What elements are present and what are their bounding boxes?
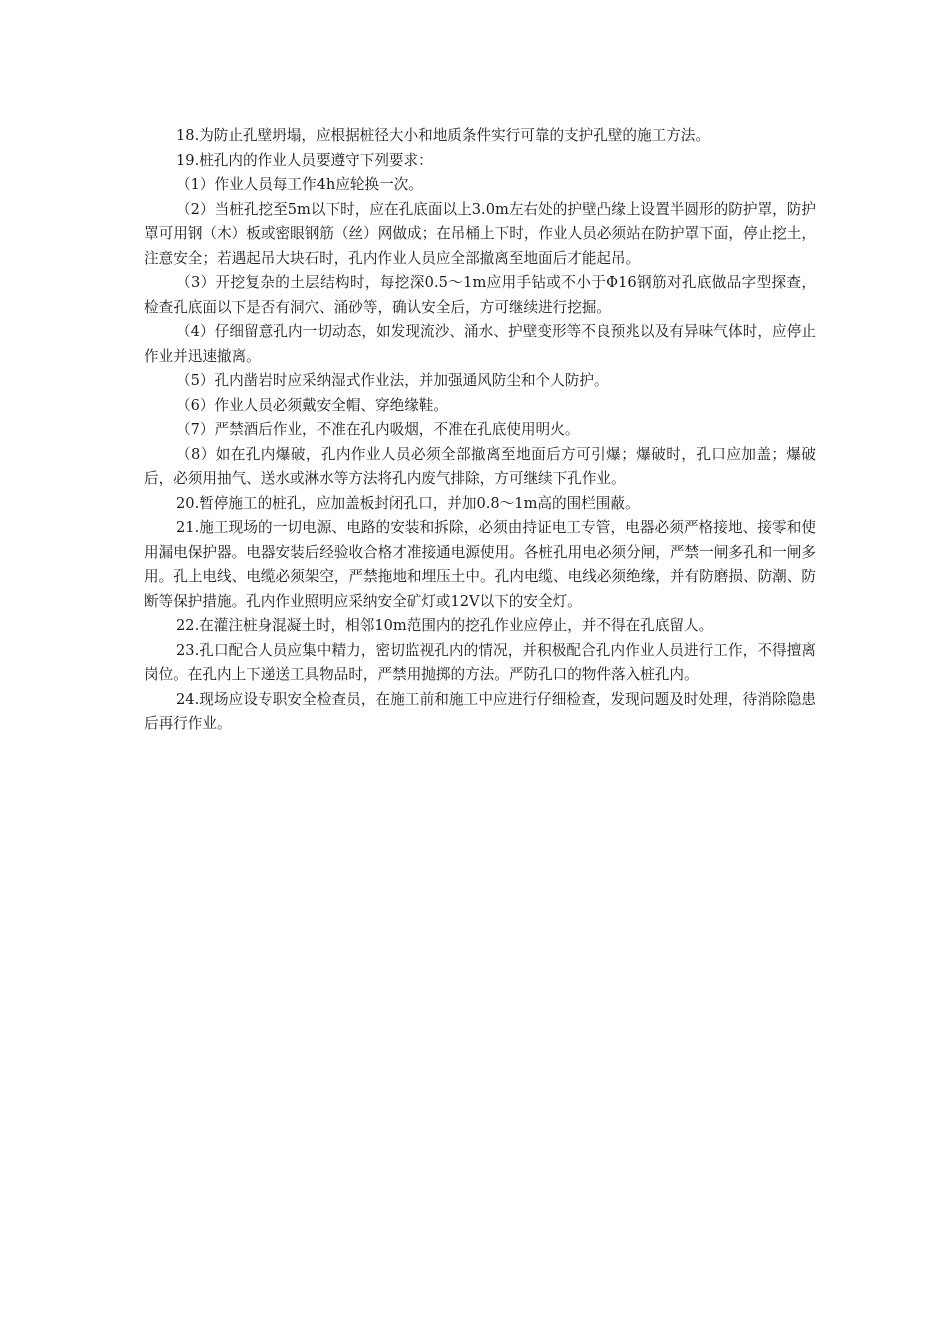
document-body [144, 124, 816, 737]
paragraph-19-item-5: （5）孔内凿岩时应采纳湿式作业法，并加强通风防尘和个人防护。 [176, 372, 609, 389]
paragraph-19: 19.桩孔内的作业人员要遵守下列要求： [176, 151, 433, 169]
paragraph-23: 23.孔口配合人员应集中精力，密切监视孔内的情况，并积极配合孔内作业人员进行工作，不得擅离岗位。在孔内上下递送工具物品时，严禁用抛掷的方法。严防孔口的物件落入桩孔内。 [144, 641, 816, 683]
paragraph-19-item-8: （8）如在孔内爆破，孔内作业人员必须全部撤离至地面后方可引爆；爆破时，孔口应加盖；爆破后，必须用抽气、送水或淋水等方法将孔内废气排除，方可继续下孔作业。 [144, 445, 816, 487]
paragraph-19-item-2: （2）当桩孔挖至5m以下时，应在孔底面以上3.0m左右处的护壁凸缘上设置半圆形的防护罩，防护罩可用钢（木）板或密眼钢筋（丝）网做成；在吊桶上下时，作业人员必须站在防护罩下面，停止挖土，注意安全；若遇起吊大块石时，孔内作业人员应全部撤离至地面后才能起吊。 [144, 200, 816, 267]
paragraph-19-item-4: （4）仔细留意孔内一切动态，如发现流沙、涌水、护壁变形等不良预兆以及有异味气体时，应停止作业并迅速撤离。 [144, 323, 816, 365]
paragraph-20: 20.暂停施工的桩孔，应加盖板封闭孔口，并加0.8～1m高的围栏围蔽。 [176, 494, 640, 512]
paragraph-19-item-1: （1）作业人员每工作4h应轮换一次。 [176, 176, 423, 193]
paragraph-19-item-3: （3）开挖复杂的土层结构时，每挖深0.5～1m应用手钻或不小于Φ16钢筋对孔底做品字型探查，检查孔底面以下是否有洞穴、涌砂等，确认安全后，方可继续进行挖掘。 [144, 274, 816, 316]
paragraph-24: 24.现场应设专职安全检查员，在施工前和施工中应进行仔细检查，发现问题及时处理，待消除隐患后再行作业。 [144, 690, 816, 732]
paragraph-19-item-6: （6）作业人员必须戴安全帽、穿绝缘鞋。 [176, 396, 448, 414]
paragraph-21: 21.施工现场的一切电源、电路的安装和拆除，必须由持证电工专管，电器必须严格接地、接零和使用漏电保护器。电器安装后经验收合格才准接通电源使用。各桩孔用电必须分闸，严禁一闸多孔和一闸多用。孔上电线、电缆必须架空，严禁拖地和埋压土中。孔内电缆、电线必须绝缘，并有防磨损、防潮、防断等保护措施。孔内作业照明应采纳安全矿灯或12V以下的安全灯。 [144, 519, 816, 610]
paragraph-18: 18.为防止孔壁坍塌，应根据桩径大小和地质条件实行可靠的支护孔壁的施工方法。 [176, 127, 710, 144]
paragraph-22: 22.在灌注桩身混凝土时，相邻10m范围内的挖孔作业应停止，并不得在孔底留人。 [176, 617, 714, 634]
paragraph-19-item-7: （7）严禁酒后作业，不准在孔内吸烟，不准在孔底使用明火。 [176, 421, 580, 438]
